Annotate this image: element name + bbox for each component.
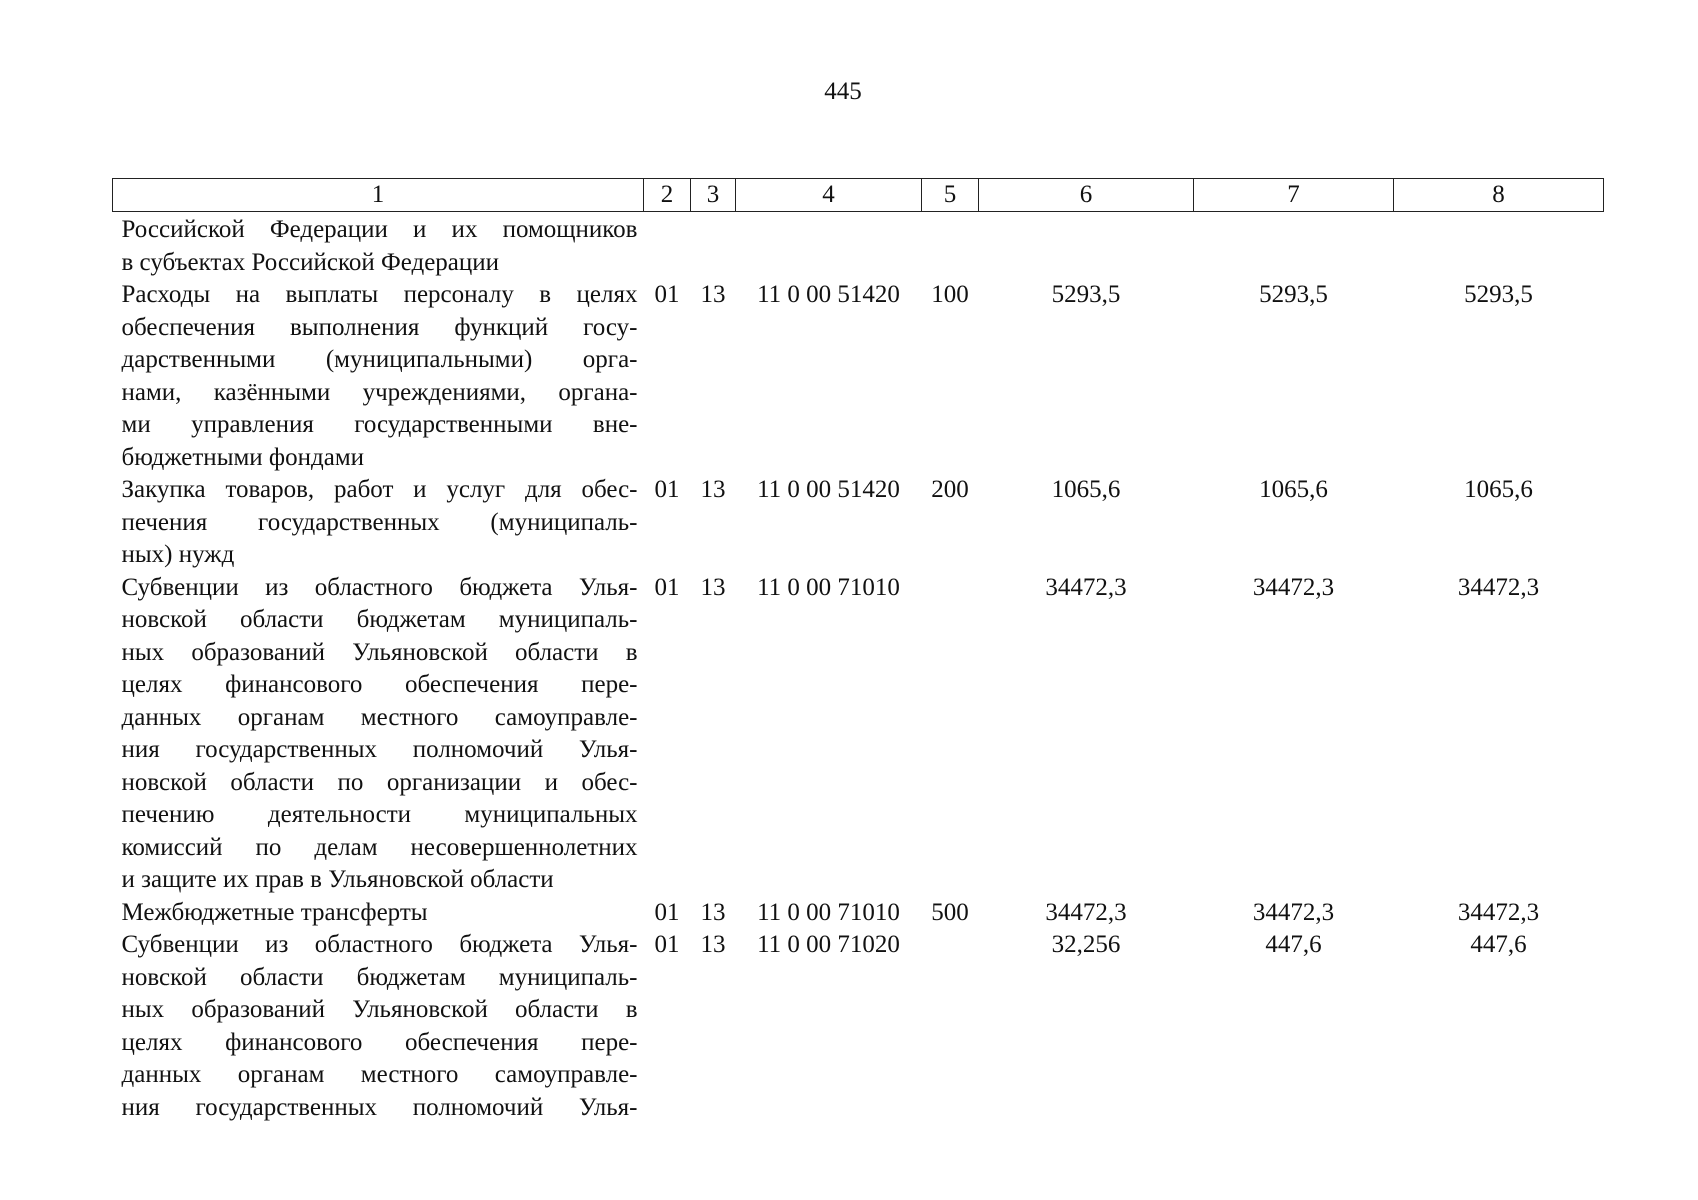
- description-line: комиссий по делам несовершеннолетних: [121, 833, 638, 861]
- description-line: печению деятельности муниципальных: [121, 801, 638, 828]
- header-col-2: 2: [644, 179, 691, 212]
- description-line: новской области по организации и обес-: [121, 768, 638, 796]
- table-row: [113, 474, 1604, 572]
- header-row: [113, 179, 1604, 212]
- row-description: [113, 279, 644, 474]
- description-line: в субъектах Российской Федерации: [121, 248, 500, 276]
- description-line: дарственными (муниципальными) орга-: [121, 346, 638, 373]
- row-description: [113, 572, 644, 897]
- table-header: [113, 179, 1604, 212]
- cell-amount-col7: 447,6: [1265, 931, 1322, 958]
- row-description: [113, 897, 644, 930]
- description-line: Расходы на выплаты персоналу в целях: [121, 281, 638, 308]
- row-description: [113, 212, 644, 280]
- cell-amount-col7: [1194, 212, 1394, 280]
- table-row: [113, 279, 1604, 474]
- cell-section: 01: [654, 281, 680, 308]
- description-line: данных органам местного самоуправле-: [121, 703, 638, 731]
- cell-target-article: 11 0 00 51420: [757, 476, 900, 503]
- cell-amount-col8: 34472,3: [1457, 898, 1540, 926]
- cell-amount-col6: 34472,3: [1045, 573, 1127, 601]
- description-line: целях финансового обеспечения пере-: [121, 671, 638, 698]
- cell-amount-col7: 34472,3: [1252, 573, 1335, 601]
- description-line: Закупка товаров, работ и услуг для обес-: [121, 476, 638, 503]
- header-col-5: 5: [922, 179, 979, 212]
- cell-subsection: [691, 212, 736, 280]
- table-row: [113, 897, 1604, 930]
- cell-expense-type: [922, 929, 979, 1124]
- cell-section: 01: [654, 476, 680, 503]
- description-line: ния государственных полномочий Улья-: [121, 1093, 638, 1121]
- table-row: [113, 929, 1604, 1124]
- cell-subsection: 13: [700, 931, 726, 958]
- row-description: [113, 929, 644, 1124]
- cell-amount-col8: [1394, 212, 1604, 280]
- description-line: и защите их прав в Ульяновской области: [121, 866, 554, 893]
- table-row: [113, 572, 1604, 897]
- row-description: [113, 474, 644, 572]
- description-line: печения государственных (муниципаль-: [121, 508, 638, 536]
- description-line: данных органам местного самоуправле-: [121, 1061, 638, 1088]
- cell-subsection: 13: [700, 281, 726, 308]
- cell-section: [644, 212, 691, 280]
- header-col-8: 8: [1394, 179, 1604, 212]
- cell-target-article: 11 0 00 71010: [757, 573, 900, 601]
- cell-subsection: 13: [700, 898, 726, 926]
- cell-amount-col6: 32,256: [1051, 931, 1121, 958]
- cell-amount-col7: 5293,5: [1259, 281, 1328, 308]
- description-line: бюджетными фондами: [121, 443, 365, 471]
- description-line: нами, казёнными учреждениями, органа-: [121, 378, 638, 406]
- cell-target-article: 11 0 00 71010: [757, 898, 900, 926]
- header-col-1: 1: [113, 179, 644, 212]
- description-line: Межбюджетные трансферты: [121, 898, 428, 926]
- cell-amount-col6: 1065,6: [1051, 476, 1121, 503]
- header-col-6: 6: [979, 179, 1194, 212]
- description-line: ми управления государственными вне-: [121, 411, 638, 438]
- cell-amount-col8: 1065,6: [1464, 476, 1533, 503]
- cell-amount-col8: 447,6: [1470, 931, 1527, 958]
- description-line: обеспечения выполнения функций госу-: [121, 313, 638, 341]
- table-row: [113, 212, 1604, 280]
- cell-amount-col7: 34472,3: [1252, 898, 1335, 926]
- budget-table: [112, 178, 1604, 1124]
- description-line: целях финансового обеспечения пере-: [121, 1028, 638, 1056]
- cell-amount-col8: 5293,5: [1464, 281, 1533, 308]
- cell-amount-col6: 5293,5: [1051, 281, 1121, 308]
- page-number: 445: [824, 78, 862, 105]
- description-line: Российской Федерации и их помощников: [121, 216, 638, 243]
- cell-section: 01: [654, 898, 680, 926]
- header-col-7: 7: [1194, 179, 1394, 212]
- cell-amount-col8: 34472,3: [1457, 573, 1540, 601]
- cell-expense-type: 100: [931, 281, 969, 308]
- cell-target-article: 11 0 00 51420: [757, 281, 900, 308]
- description-line: новской области бюджетам муниципаль-: [121, 606, 638, 633]
- cell-expense-type: [922, 212, 979, 280]
- cell-amount-col7: 1065,6: [1259, 476, 1328, 503]
- description-line: ных) нужд: [121, 541, 235, 568]
- cell-amount-col6: 34472,3: [1045, 898, 1127, 926]
- cell-subsection: 13: [700, 573, 726, 601]
- cell-section: 01: [654, 573, 680, 601]
- cell-expense-type: [922, 572, 979, 897]
- cell-expense-type: 200: [931, 476, 969, 503]
- description-line: ния государственных полномочий Улья-: [121, 736, 638, 763]
- cell-target-article: 11 0 00 71020: [757, 931, 900, 958]
- header-col-4: 4: [736, 179, 922, 212]
- cell-amount-col6: [979, 212, 1194, 280]
- description-line: ных образований Ульяновской области в: [121, 996, 638, 1023]
- cell-target-article: [736, 212, 922, 280]
- header-col-3: 3: [691, 179, 736, 212]
- description-line: ных образований Ульяновской области в: [121, 638, 638, 666]
- description-line: Субвенции из областного бюджета Улья-: [121, 573, 638, 601]
- description-line: Субвенции из областного бюджета Улья-: [121, 931, 638, 958]
- cell-subsection: 13: [700, 476, 726, 503]
- cell-expense-type: 500: [931, 898, 969, 926]
- description-line: новской области бюджетам муниципаль-: [121, 963, 638, 991]
- cell-section: 01: [654, 931, 680, 958]
- table-body: [113, 212, 1604, 1125]
